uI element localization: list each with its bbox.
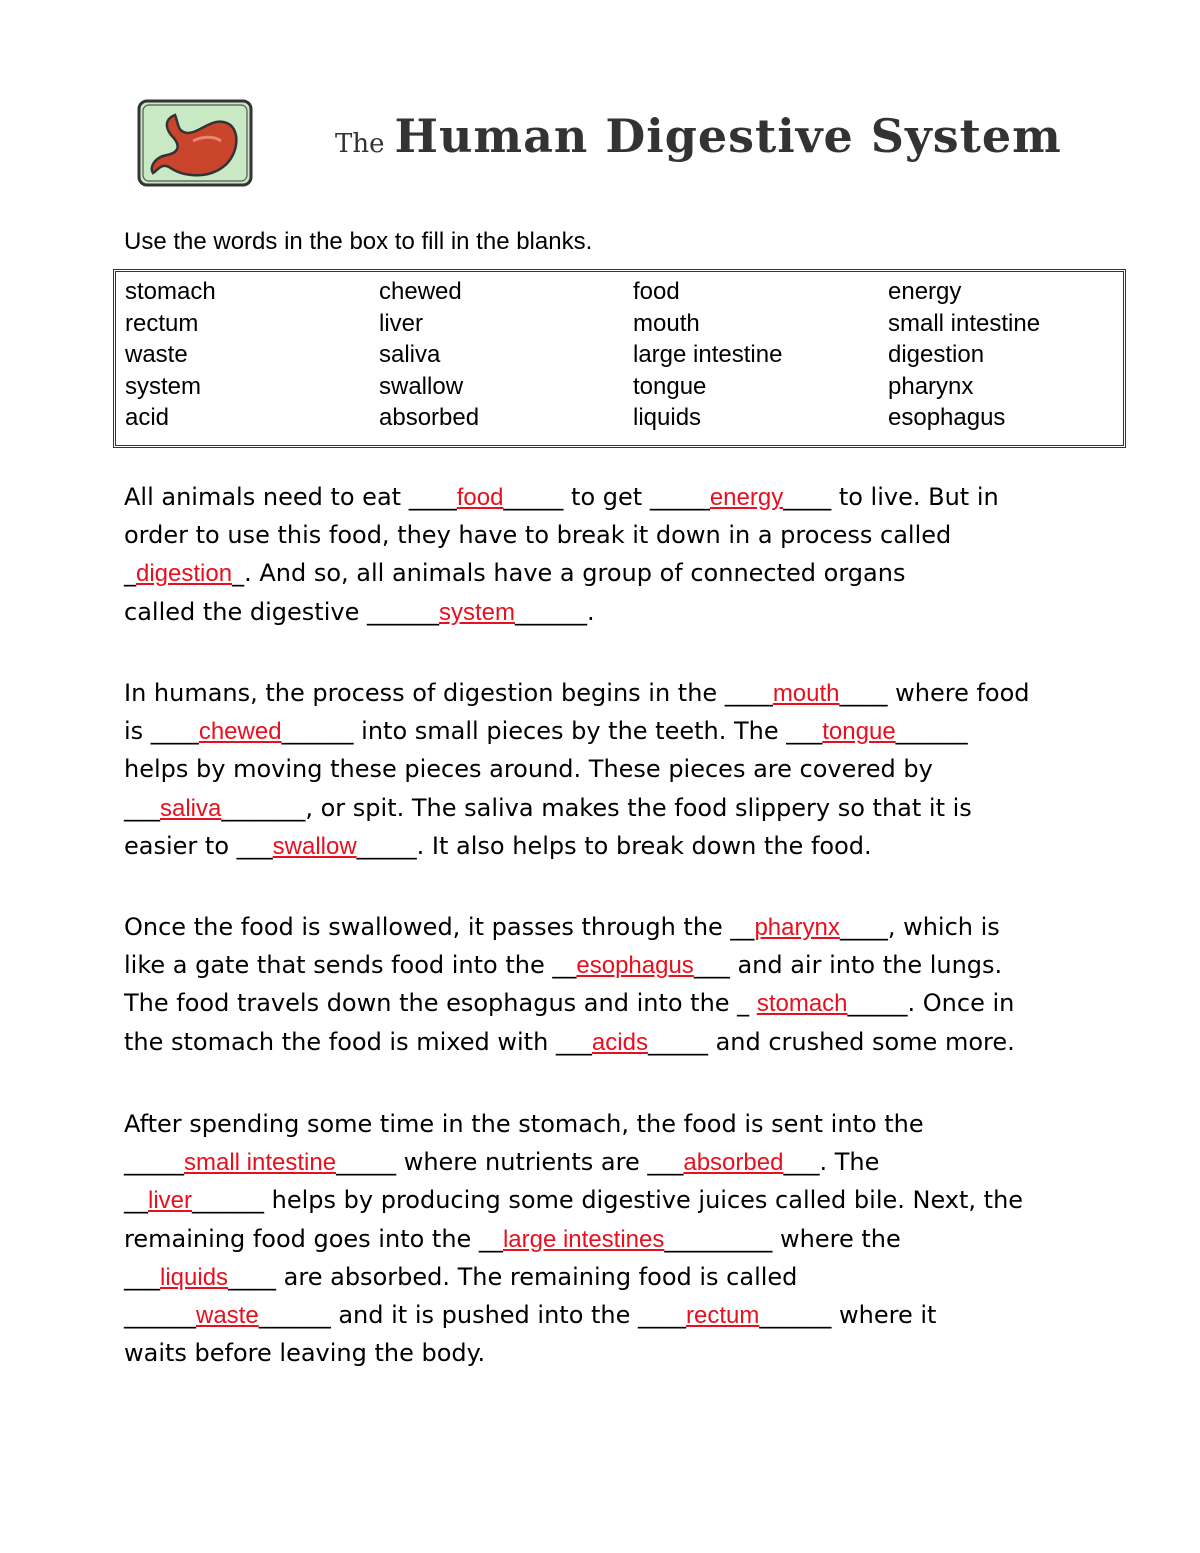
text-line: waits before leaving the body. [124, 1339, 486, 1368]
answer-blank[interactable]: small intestine [184, 1149, 337, 1177]
text-segment: _________ where the [664, 1224, 901, 1253]
text-line [124, 478, 1124, 516]
word-bank-item: digestion [888, 341, 985, 368]
text-line [124, 908, 1124, 946]
word-bank-item: liquids [633, 404, 702, 431]
answer-blank[interactable]: acids [591, 1028, 648, 1056]
answer-blank[interactable]: stomach [756, 990, 848, 1018]
text-segment: ______ helps by producing some digestive juices called bile. Next, the [192, 1186, 1024, 1215]
word-bank-item: swallow [379, 372, 464, 400]
instructions: Use the words in the box to fill in the blanks. [124, 228, 593, 255]
word-bank-item: energy [888, 278, 962, 305]
text-line [124, 1181, 1124, 1219]
text-line [124, 1023, 1124, 1061]
answer-blank[interactable]: food [456, 484, 504, 511]
text-line [124, 674, 1124, 712]
text-segment: _____ and crushed some more. [647, 1027, 1015, 1056]
text-line [124, 1220, 1124, 1258]
answer-blank[interactable]: saliva [160, 794, 222, 822]
paragraph-1 [124, 478, 1124, 631]
text-line [124, 827, 1124, 865]
text-line [124, 946, 1124, 984]
text-segment: _____ to get _____ [503, 483, 710, 511]
text-segment: ______. [514, 597, 595, 626]
word-column [125, 276, 216, 434]
text-segment: ____ are absorbed. The remaining food is called [228, 1262, 798, 1291]
paragraph-3 [124, 908, 1124, 1061]
word-column [379, 276, 479, 434]
text-segment: __ [124, 1186, 148, 1215]
word-bank-item: small intestine [888, 309, 1041, 337]
answer-blank[interactable]: energy [709, 484, 784, 511]
word-bank-item: esophagus [888, 404, 1006, 431]
text-line: helps by moving these pieces around. These pieces are covered by [124, 755, 933, 784]
text-line: order to use this food, they have to break it down in a process called [124, 521, 952, 550]
text-segment: _______, or spit. The saliva makes the food slippery so that it is [221, 793, 972, 822]
text-segment: _____. It also helps to break down the food. [356, 831, 872, 860]
text-segment: like a gate that sends food into the __ [124, 951, 577, 980]
worksheet-header [135, 97, 1062, 192]
title-main: Human Digestive System [394, 109, 1062, 163]
word-box [113, 269, 1126, 448]
text-line: After spending some time in the stomach, the food is sent into the [124, 1110, 924, 1138]
text-segment: ___. The [783, 1148, 880, 1177]
text-line [124, 593, 1124, 631]
answer-blank[interactable]: rectum [686, 1301, 760, 1329]
text-segment: Once the food is swallowed, it passes through the __ [124, 913, 755, 941]
answer-blank[interactable]: liver [148, 1187, 193, 1215]
title-prefix: The [335, 129, 385, 159]
text-segment: ______ and it is pushed into the ____ [258, 1300, 687, 1329]
text-line [124, 712, 1124, 750]
answer-blank[interactable]: large intestines [502, 1225, 665, 1253]
text-segment: the stomach the food is mixed with ___ [124, 1027, 592, 1056]
word-bank-item: saliva [379, 341, 441, 368]
word-bank-item: large intestine [633, 341, 783, 368]
text-segment: ______ into small pieces by the teeth. The ___ [281, 717, 823, 746]
text-segment: The food travels down the esophagus and into the _ [124, 989, 757, 1018]
text-segment: easier to ___ [124, 831, 273, 860]
text-line [124, 1258, 1124, 1296]
word-bank-item: food [633, 278, 680, 305]
text-segment: ___ and air into the lungs. [693, 951, 1003, 980]
answer-blank[interactable]: chewed [198, 718, 282, 746]
answer-blank[interactable]: esophagus [576, 952, 694, 980]
text-segment: ______ [124, 1300, 196, 1329]
word-bank-item: waste [125, 341, 188, 368]
text-segment: ______ [895, 717, 968, 746]
text-segment: _ [124, 559, 136, 588]
text-segment: ___ [124, 1262, 160, 1291]
text-segment: ______ where it [759, 1300, 937, 1329]
text-line [124, 789, 1124, 827]
stomach-icon [135, 97, 255, 189]
text-segment: ____, which is [839, 913, 1000, 941]
word-bank-item: stomach [125, 278, 216, 305]
text-segment: _____ where nutrients are ___ [336, 1148, 684, 1177]
word-bank-item: acid [125, 404, 170, 431]
paragraph-4 [124, 1105, 1124, 1372]
answer-blank[interactable]: system [438, 598, 515, 626]
text-segment: _____ [124, 1148, 184, 1177]
text-segment: called the digestive ______ [124, 597, 439, 626]
text-segment: ____ where food [839, 679, 1030, 707]
text-segment: ____ to live. But in [783, 483, 999, 511]
answer-blank[interactable]: pharynx [754, 914, 840, 941]
word-bank-item: system [125, 372, 202, 400]
word-bank-item: mouth [633, 309, 700, 337]
paragraph-2 [124, 674, 1124, 865]
text-segment: In humans, the process of digestion begins in the ____ [124, 679, 773, 707]
text-line [124, 554, 1124, 592]
answer-blank[interactable]: liquids [160, 1263, 229, 1291]
text-segment: _. And so, all animals have a group of connected organs [232, 559, 906, 588]
text-segment: is ____ [124, 717, 199, 746]
text-segment: _____. Once in [847, 989, 1015, 1018]
word-column [633, 276, 782, 434]
text-segment: remaining food goes into the __ [124, 1224, 503, 1253]
answer-blank[interactable]: digestion [136, 560, 233, 588]
answer-blank[interactable]: absorbed [683, 1149, 784, 1177]
word-bank-item: chewed [379, 278, 462, 305]
word-column [888, 276, 1040, 434]
text-line [124, 984, 1124, 1022]
word-bank-item: absorbed [379, 404, 480, 431]
page-title [335, 109, 1062, 163]
text-segment: All animals need to eat ____ [124, 483, 457, 511]
answer-blank[interactable]: tongue [822, 718, 896, 746]
word-bank-item: rectum [125, 309, 199, 337]
answer-blank[interactable]: mouth [772, 680, 840, 707]
word-bank-item: pharynx [888, 372, 974, 400]
text-line [124, 1296, 1124, 1334]
answer-blank[interactable]: swallow [272, 832, 357, 860]
text-segment: ___ [124, 793, 160, 822]
word-bank-item: tongue [633, 372, 707, 400]
answer-blank[interactable]: waste [196, 1301, 259, 1329]
word-bank-item: liver [379, 309, 424, 337]
text-line [124, 1143, 1124, 1181]
